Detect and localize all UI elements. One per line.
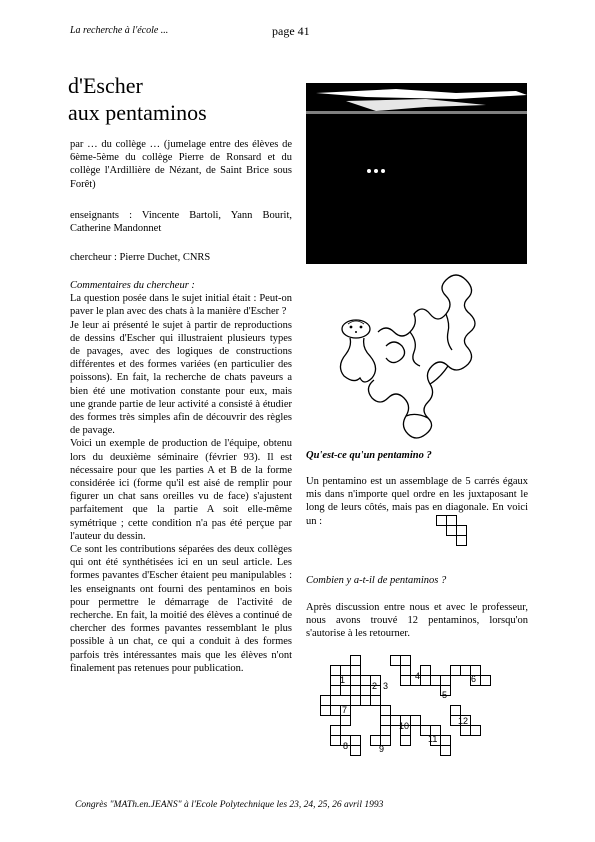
pentamino-3-cell bbox=[361, 676, 371, 686]
pentamino-6-cell bbox=[481, 676, 491, 686]
pentamino-definition: Un pentamino est un assemblage de 5 carrés égaux mis dans n'importe quel ordre en les juxtaposant le long de leurs côtés, mais pas en diagonale. En voici un : bbox=[306, 476, 528, 527]
pentamino-1-cell bbox=[331, 666, 341, 676]
pentamino-8-cell bbox=[331, 726, 341, 736]
count-text: Après discussion entre nous et avec le professeur, nous avons trouvé 12 pentaminos, lorsqu'on s'autorise à les retourner. bbox=[306, 602, 528, 640]
pentamino-5-cell bbox=[421, 676, 431, 686]
page-number: page 41 bbox=[272, 24, 310, 38]
pentamino-2-cell bbox=[351, 676, 361, 686]
cat-body bbox=[340, 338, 375, 382]
commentary-paragraph-1: La question posée dans le sujet initial était : Peut-on paver le plan avec des chats à la manière d'Escher ? bbox=[70, 293, 292, 318]
pentamino-9-cell bbox=[381, 716, 391, 726]
pentamino-7-cell bbox=[321, 706, 331, 716]
participants-text: par … du collège … (jumelage entre des élèves de 6ème-5ème du collège Pierre de Ronsard et du collège l'Ardillière de Nézant, de Saint Brice sous Forêt) bbox=[70, 139, 292, 190]
pentamino-4-cell bbox=[391, 656, 401, 666]
pentamino-label-6: 6 bbox=[471, 674, 477, 684]
pentamino-4-cell bbox=[401, 656, 411, 666]
pentamino-5-cell bbox=[431, 676, 441, 686]
pentamino-4-cell bbox=[401, 666, 411, 676]
commentary-paragraph-3: Voici un exemple de production de l'équipe, obtenu lors du deuxième séminaire (février 93). Il est nécessaire pour que les parties A et B de la forme considérée ici (forme qu'il est aisé de remplir pour figurer un chat sans oreilles vu de face) s'ajustent parfaitement que la partie A soit elle-même symétrique ; cette condition n'a pas été perçue par l'auteur du dessin. bbox=[70, 438, 292, 542]
pentamino-3-cell bbox=[371, 696, 381, 706]
pentamino-label-1: 1 bbox=[340, 675, 346, 685]
twelve-pentaminos-figure bbox=[320, 655, 520, 760]
title-line-2: aux pentaminos bbox=[68, 100, 207, 125]
pentamino-label-8: 8 bbox=[343, 741, 349, 751]
pentamino-label-5: 5 bbox=[442, 690, 448, 700]
escher-photo bbox=[306, 71, 527, 264]
pentamino-3-cell bbox=[361, 696, 371, 706]
pentamino-heading-text: Qu'est-ce qu'un pentamino ? bbox=[306, 449, 528, 462]
pentamino-1-cell bbox=[331, 686, 341, 696]
teachers-text: enseignants : Vincente Bartoli, Yann Bourit, Catherine Mandonnet bbox=[70, 210, 292, 235]
commentary-block bbox=[70, 279, 292, 675]
commentary-paragraph-2: Je leur ai présenté le sujet à partir de reproductions de dessins d'Escher qui illustraient plusieurs types de pavages, avec des logiques de constructions différentes et des formes variées (en particulier des poissons). En fait, la recherche de chats paveurs a bien été une motivation constante pour eux, mais une grande partie de leur activité a consisté à étudier des formes très simples afin de découvrir des règles de pavage. bbox=[70, 319, 292, 437]
pentamino-7-cell bbox=[321, 696, 331, 706]
pentamino-1-cell bbox=[331, 676, 341, 686]
pentamino-12-cell bbox=[451, 706, 461, 716]
pentamino-label-2: 2 bbox=[372, 681, 378, 691]
cat-tiling-figure bbox=[330, 266, 490, 446]
pentamino-6-cell bbox=[461, 666, 471, 676]
pentamino-2-cell bbox=[351, 686, 361, 696]
pentamino-label-10: 10 bbox=[399, 721, 410, 731]
count-heading: Combien y a-t-il de pentaminos ? bbox=[306, 575, 447, 586]
pentamino-8-cell bbox=[351, 736, 361, 746]
commentary-heading: Commentaires du chercheur : bbox=[70, 280, 195, 291]
commentary-paragraph-4: Ce sont les contributions séparées des deux collèges qui ont été synthétisées ici en un seul article. Les formes pavantes d'Escher étaient peu manipulables : les enseignants ont fourni des pentaminos en bois pour permettre le démarrage de l'activité de recherche. En fait, la moitié des élèves a continué de chercher des formes pavantes ressemblant le plus possible à un chat, ce qui a conduit à des formes parfois très intéressantes mais que les élèves n'ont finalement pas retenues pour publication. bbox=[70, 544, 292, 674]
title-line-1: d'Escher bbox=[68, 73, 143, 98]
pentamino-label-7: 7 bbox=[342, 705, 348, 715]
example-pentamino bbox=[436, 515, 468, 549]
pentamino-11-cell bbox=[441, 736, 451, 746]
cat-head bbox=[342, 320, 370, 338]
pentamino-9-cell bbox=[381, 706, 391, 716]
pentamino-10-cell bbox=[401, 736, 411, 746]
pentamino-label-4: 4 bbox=[415, 671, 421, 681]
pentamino-5-cell bbox=[441, 676, 451, 686]
pentamino-12-cell bbox=[471, 726, 481, 736]
pentamino-label-11: 11 bbox=[428, 734, 438, 744]
pentamino-2-cell bbox=[351, 666, 361, 676]
pentamino-9-cell bbox=[381, 726, 391, 736]
pentamino-4-cell bbox=[401, 676, 411, 686]
pentamino-5-cell bbox=[421, 666, 431, 676]
researcher-text: chercheur : Pierre Duchet, CNRS bbox=[70, 252, 211, 263]
footer-text: Congrès "MATh.en.JEANS" à l'Ecole Polytechnique les 23, 24, 25, 26 avril 1993 bbox=[75, 800, 384, 810]
pentamino-label-3: 3 bbox=[383, 681, 389, 691]
pentamino-label-12: 12 bbox=[458, 716, 469, 726]
pentamino-8-cell bbox=[331, 736, 341, 746]
pentamino-2-cell bbox=[351, 696, 361, 706]
pentamino-7-cell bbox=[331, 706, 341, 716]
pentamino-8-cell bbox=[351, 746, 361, 756]
pentamino-1-cell bbox=[341, 686, 351, 696]
pentamino-6-cell bbox=[451, 666, 461, 676]
pentamino-10-cell bbox=[411, 716, 421, 726]
pentamino-2-cell bbox=[351, 656, 361, 666]
article-title bbox=[68, 72, 207, 126]
pentamino-1-cell bbox=[341, 666, 351, 676]
pentamino-label-9: 9 bbox=[379, 744, 385, 754]
pentamino-12-cell bbox=[461, 726, 471, 736]
header-running-title: La recherche à l'école ... bbox=[70, 25, 169, 36]
pentamino-7-cell bbox=[341, 716, 351, 726]
pentamino-11-cell bbox=[441, 746, 451, 756]
